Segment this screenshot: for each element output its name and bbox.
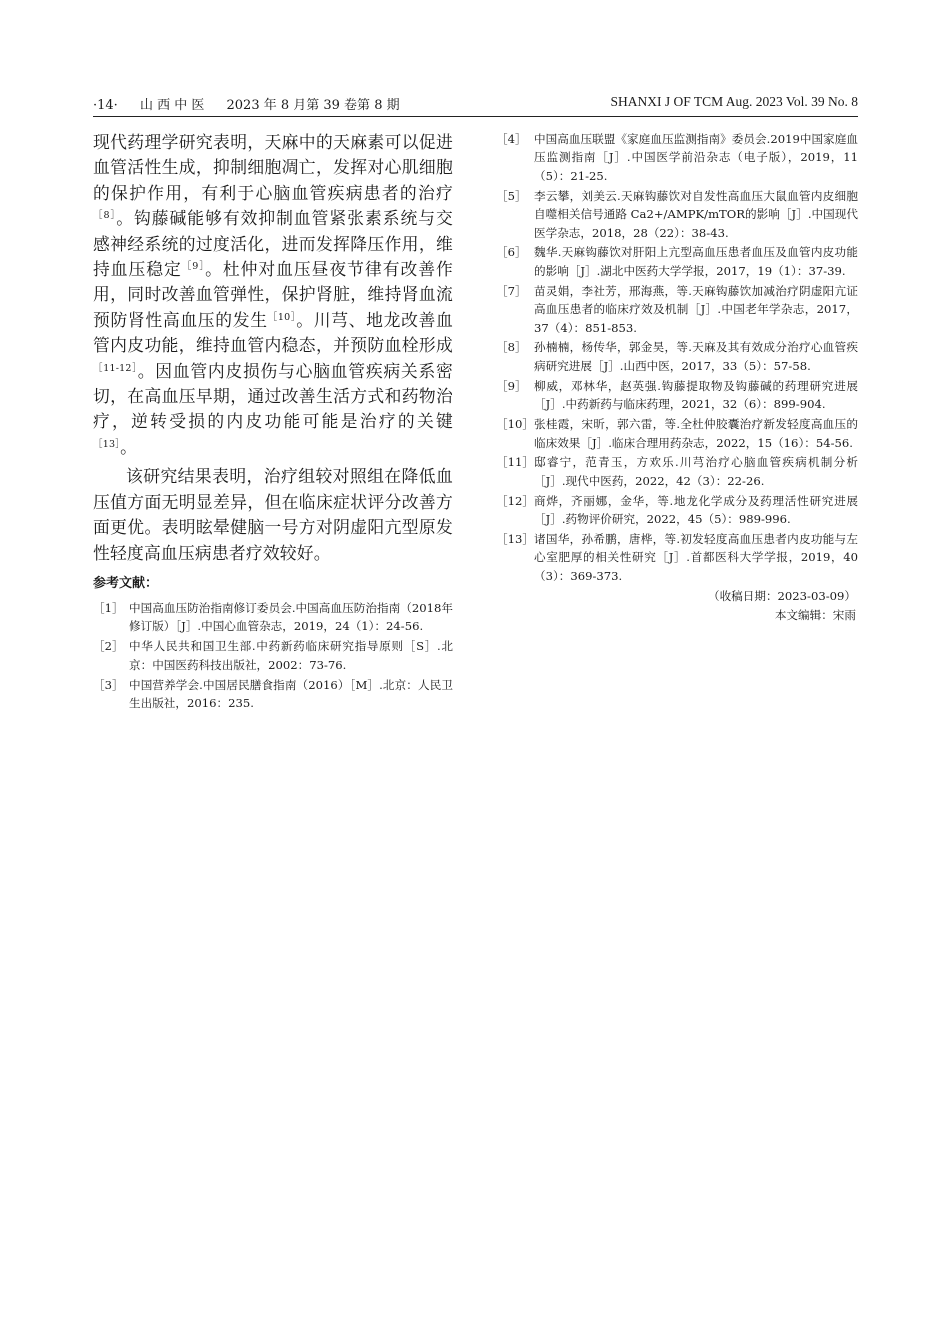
citation-13: ［13］ (93, 438, 121, 450)
reference-text: 苗灵娟，李社芳，邢海燕，等.天麻钩藤饮加减治疗阴虚阳亢证高血压患者的临床疗效及机制［J］.中国老年学杂志，2017，37（4）：851-853. (534, 283, 858, 335)
reference-text: 魏华.天麻钩藤饮对肝阳上亢型高血压患者血压及血管内皮功能的影响［J］.湖北中医药大学学报，2017，19（1）：37-39. (534, 245, 858, 278)
references-list-right (496, 130, 858, 585)
issue-info-cn: 2023 年 8 月第 39 卷第 8 期 (226, 98, 400, 113)
citation-8: ［8］ (93, 210, 117, 222)
reference-text: 孙楠楠，杨传华，郭金昊，等.天麻及其有效成分治疗心血管疾病研究进展［J］.山西中医，2017，33（5）：57-58. (534, 340, 858, 373)
reference-number: ［13］ (496, 532, 534, 547)
paragraph-text: 。因血管内皮损伤与心脑血管疾病关系密切，在高血压早期，通过改善生活方式和药物治疗，逆转受损的内皮功能可能是治疗的关键 (93, 360, 453, 432)
page-number: ·14· (93, 98, 118, 113)
citation-11-12: ［11-12］ (93, 362, 138, 374)
reference-item (496, 492, 858, 529)
reference-number: ［10］ (496, 417, 534, 432)
reference-number: ［4］ (496, 132, 527, 146)
reference-text: 诸国华，孙希鹏，唐桦，等.初发轻度高血压患者内皮功能与左心室肥厚的相关性研究［J］.首都医科大学学报，2019，40（3）：369-373. (534, 532, 858, 583)
reference-text: 中国高血压联盟《家庭血压监测指南》委员会.2019中国家庭血压监测指南［J］.中国医学前沿杂志（电子版），2019，11（5）：21-25. (534, 132, 858, 183)
received-date: （收稿日期：2023-03-09） (707, 589, 856, 604)
body-paragraph-2: 该研究结果表明，治疗组较对照组在降低血压值方面无明显差异，但在临床症状评分改善方面更优。表明眩晕健脑一号方对阴虚阳亢型原发性轻度高血压病患者疗效较好。 (93, 466, 453, 563)
reference-text: 商烨，齐丽娜，金华，等.地龙化学成分及药理活性研究进展［J］.药物评价研究，2022，45（5）：989-996. (534, 493, 858, 527)
reference-text: 邸睿宁，范青玉，方欢乐.川芎治疗心脑血管疾病机制分析［J］.现代中医药，2022，42（3）：22-26. (534, 455, 858, 488)
editor-credit: 本文编辑：宋雨 (774, 607, 856, 622)
reference-number: ［12］ (496, 493, 534, 508)
paragraph-text: 。钩藤碱能够有效抑制血管紧张素系统与交感神经系统的过度活化，进而发挥降压作用，维持血压稳定 (93, 208, 453, 280)
references-list-left (93, 599, 453, 712)
paragraph-text: 。川芎、地龙改善血管内皮功能，维持血管内稳态，并预防血栓形成 (93, 309, 453, 356)
citation-10: ［10］ (267, 311, 297, 323)
journal-name-en: SHANXI J OF TCM Aug. 2023 Vol. 39 No. 8 (610, 94, 858, 109)
paragraph-text: 现代药理学研究表明，天麻中的天麻素可以促进血管活性生成，抑制细胞凋亡，发挥对心肌细胞的保护作用，有利于心脑血管疾病患者的治疗 (93, 132, 453, 203)
paragraph-text: 。杜仲对血压昼夜节律有改善作用，同时改善血管弹性，保护肾脏，维持肾血流预防肾性高血压的发生 (93, 259, 453, 330)
reference-item (496, 338, 858, 375)
reference-text: 中国高血压防治指南修订委员会.中国高血压防治指南（2018年修订版）［J］.中国心血管杂志，2019，24（1）：24-56. (129, 600, 453, 634)
reference-item (496, 243, 858, 280)
reference-number: ［9］ (496, 378, 527, 393)
reference-number: ［7］ (496, 283, 527, 298)
reference-number: ［2］ (93, 639, 124, 654)
reference-number: ［8］ (496, 340, 527, 355)
reference-text: 张桂霞，宋昕，郭六雷，等.全杜仲胶囊治疗新发轻度高血压的临床效果［J］.临床合理用药杂志，2022，15（16）：54-56. (534, 417, 858, 450)
reference-item (496, 282, 858, 337)
reference-item (93, 599, 453, 636)
reference-item (496, 187, 858, 242)
reference-number: ［5］ (496, 188, 527, 203)
reference-text: 中华人民共和国卫生部.中药新药临床研究指导原则［S］.北京：中国医药科技出版社，2002：73-76. (129, 639, 453, 672)
reference-item (496, 130, 858, 185)
header-left (93, 94, 418, 113)
reference-text: 中国营养学会.中国居民膳食指南（2016）［M］.北京：人民卫生出版社，2016：235. (129, 677, 453, 710)
reference-item (496, 415, 858, 452)
reference-item (496, 530, 858, 585)
reference-text: 柳威，邓林华，赵英强.钩藤提取物及钩藤碱的药理研究进展［J］.中药新药与临床药理，2021，32（6）：899-904. (534, 378, 858, 412)
reference-number: ［11］ (496, 455, 534, 470)
reference-item (93, 637, 453, 674)
reference-number: ［6］ (496, 245, 527, 260)
reference-number: ［3］ (93, 677, 124, 692)
paragraph-text: 。 (120, 436, 138, 457)
running-header (93, 92, 858, 117)
reference-item (496, 453, 858, 490)
reference-item (93, 676, 453, 713)
reference-text: 李云攀，刘美云.天麻钩藤饮对自发性高血压大鼠血管内皮细胞自噬相关信号通路 Ca2+/AMPK/mTOR的影响［J］.中国现代医学杂志，2018，28（22）：38-43. (534, 188, 858, 240)
left-column (93, 130, 453, 714)
body-paragraph-1 (93, 130, 453, 460)
reference-number: ［1］ (93, 600, 124, 615)
citation-9: ［9］ (181, 261, 206, 273)
references-title: 参考文献： (93, 575, 159, 591)
journal-name-cn: 山 西 中 医 (139, 98, 205, 113)
right-column (496, 130, 858, 624)
reference-item (496, 377, 858, 414)
